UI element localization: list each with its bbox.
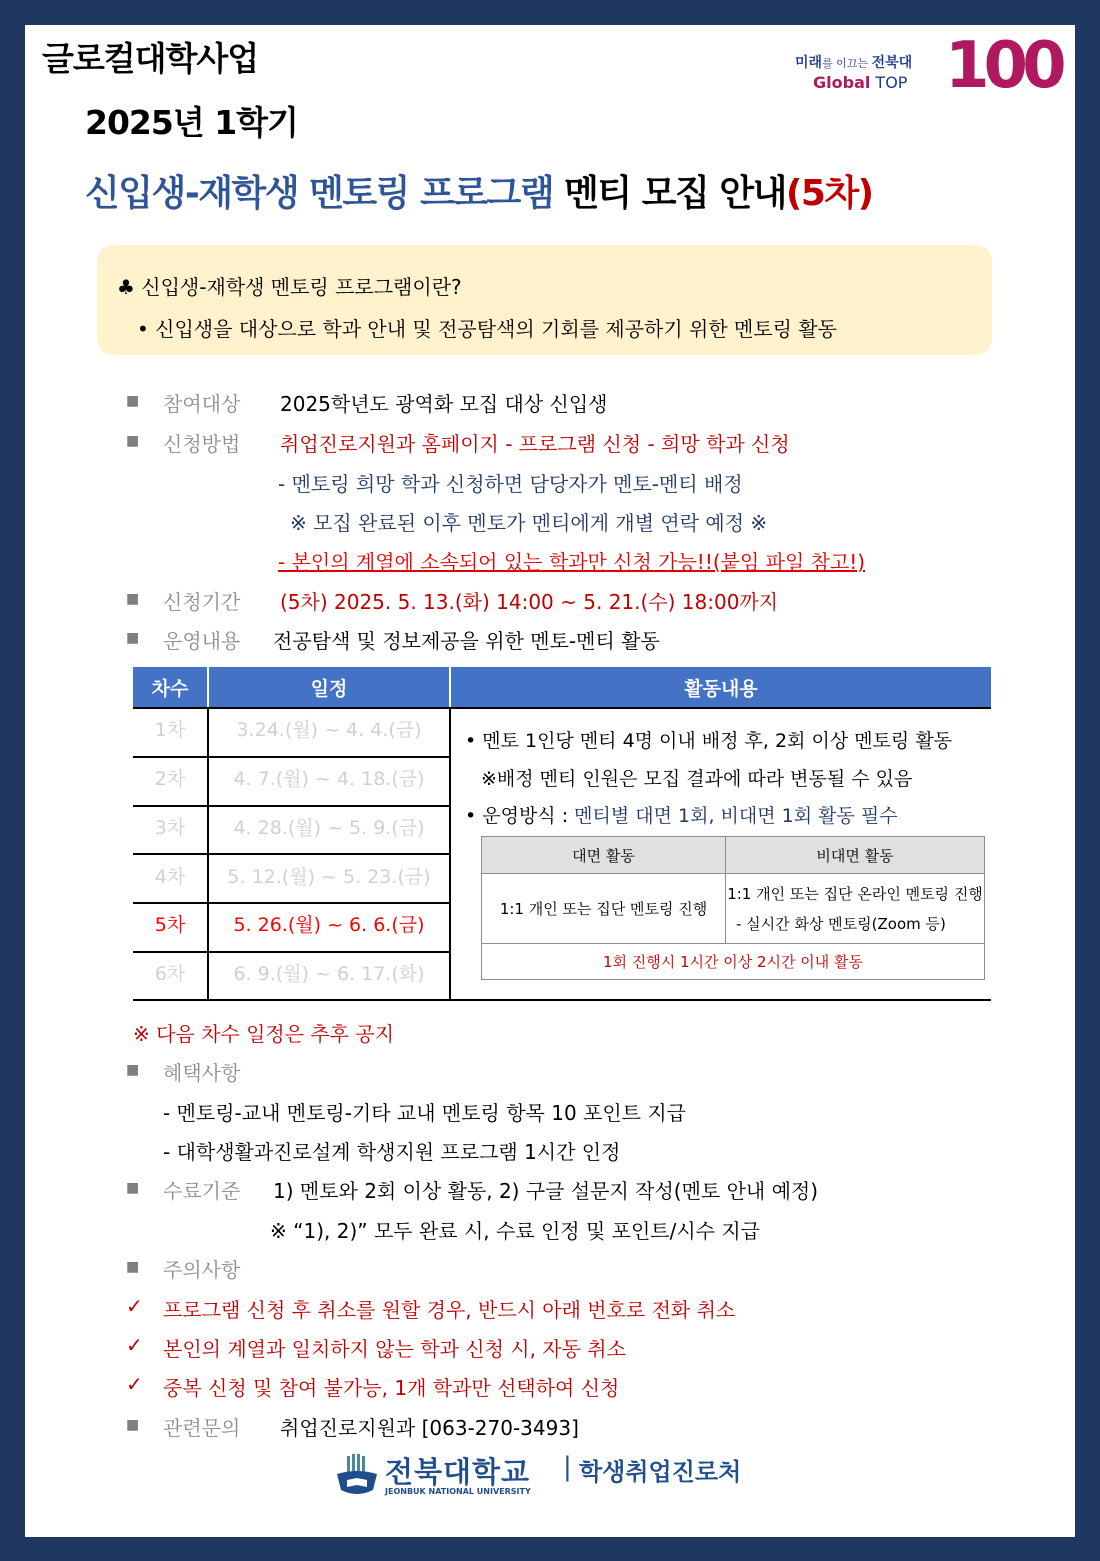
activity-mode-table: [481, 836, 985, 980]
table-divider: [133, 999, 991, 1001]
check-icon: ✓: [126, 1372, 143, 1396]
department-name: 학생취업진로처: [579, 1458, 742, 1486]
duration-note: 1회 진행시 1시간 이상 2시간 이내 활동: [482, 944, 985, 980]
table-divider: [133, 902, 450, 904]
period-value: (5차) 2025. 5. 13.(화) 14:00 ~ 5. 21.(수) 18:00까지: [280, 590, 779, 614]
table-row-dates: 4. 7.(월) ~ 4. 18.(금): [233, 768, 425, 790]
logo-100-mark: 100: [945, 29, 1061, 103]
operation-value: 전공탐색 및 정보제공을 위한 멘토-멘티 활동: [273, 629, 660, 653]
col-header-round: 차수: [133, 667, 207, 707]
table-row-round: 1차: [154, 719, 186, 741]
intro-question: ♣ 신입생-재학생 멘토링 프로그램이란?: [117, 275, 462, 299]
bullet-square-icon: ■: [126, 1180, 140, 1196]
benefit-item: - 멘토링-교내 멘토링-기타 교내 멘토링 항목 10 포인트 지급: [163, 1101, 686, 1125]
target-label: 참여대상: [163, 392, 241, 416]
bullet-square-icon: ■: [126, 1417, 140, 1433]
table-row-dates: 6. 9.(월) ~ 6. 17.(화): [233, 963, 425, 985]
semester-title: 2025년 1학기: [85, 103, 298, 142]
col-header-online: 비대면 활동: [726, 837, 985, 874]
program-intro-box: [97, 245, 992, 355]
caution-item: 중복 신청 및 참여 불가능, 1개 학과만 선택하여 신청: [163, 1376, 620, 1400]
activity-line-2: ※배정 멘티 인원은 모집 결과에 따라 변동될 수 있음: [481, 768, 913, 790]
intro-answer: • 신입생을 대상으로 학과 안내 및 전공탐색의 기회를 제공하기 위한 멘토링 활동: [137, 317, 837, 341]
notice-page: [25, 25, 1075, 1537]
completion-label: 수료기준: [163, 1179, 241, 1203]
method-line-2: - 멘토링 희망 학과 신청하면 담당자가 멘토-멘티 배정: [278, 472, 743, 496]
caution-item: 프로그램 신청 후 취소를 원할 경우, 반드시 아래 번호로 전화 취소: [163, 1298, 736, 1322]
university-name-en: JEONBUK NATIONAL UNIVERSITY: [385, 1487, 531, 1496]
online-desc: 1:1 개인 또는 집단 온라인 멘토링 진행 - 실시간 화상 멘토링(Zoom 등): [726, 874, 985, 944]
university-emblem-icon: [335, 1454, 379, 1502]
logo-slogan: 미래를 이끄는 전북대: [795, 55, 913, 71]
page-title: 신입생-재학생 멘토링 프로그램 멘티 모집 안내(5차): [85, 173, 873, 214]
bullet-square-icon: ■: [126, 591, 140, 607]
table-row-round: 6차: [154, 963, 186, 985]
table-divider: [133, 853, 450, 855]
benefits-label: 혜택사항: [163, 1061, 241, 1085]
bullet-square-icon: ■: [126, 1062, 140, 1078]
university-name: 전북대학교: [385, 1455, 531, 1489]
table-row-round: 3차: [154, 817, 186, 839]
col-header-activity: 활동내용: [451, 667, 991, 707]
table-row-round: 4차: [154, 866, 186, 888]
check-icon: ✓: [126, 1333, 143, 1357]
method-line-3: ※ 모집 완료된 이후 멘토가 멘티에게 개별 연락 예정 ※: [290, 511, 768, 535]
method-label: 신청방법: [163, 432, 241, 456]
caution-item: 본인의 계열과 일치하지 않는 학과 신청 시, 자동 취소: [163, 1337, 626, 1361]
bullet-square-icon: ■: [126, 433, 140, 449]
completion-line-1: 1) 멘토와 2회 이상 활동, 2) 구글 설문지 작성(멘토 안내 예정): [273, 1179, 819, 1203]
method-line-1: 취업진로지원과 홈페이지 - 프로그램 신청 - 희망 학과 신청: [280, 432, 790, 456]
target-value: 2025학년도 광역화 모집 대상 신입생: [280, 392, 608, 416]
table-row-round-current: 5차: [154, 914, 186, 936]
benefit-item: - 대학생활과진로설계 학생지원 프로그램 1시간 인정: [163, 1140, 621, 1164]
contact-label: 관련문의: [163, 1416, 241, 1440]
program-org-title: 글로컬대학사업: [42, 39, 259, 78]
col-header-schedule: 일정: [209, 667, 449, 707]
table-divider: [133, 756, 450, 758]
table-row-dates: 3.24.(월) ~ 4. 4.(금): [236, 719, 422, 741]
cautions-label: 주의사항: [163, 1258, 241, 1282]
table-row-dates: 4. 28.(월) ~ 5. 9.(금): [233, 817, 425, 839]
completion-line-2: ※ “1), 2)” 모두 완료 시, 수료 인정 및 포인트/시수 지급: [270, 1219, 761, 1243]
table-row-round: 2차: [154, 768, 186, 790]
footer-separator: |: [563, 1452, 572, 1482]
logo-global-top: Global TOP: [813, 73, 908, 92]
offline-desc: 1:1 개인 또는 집단 멘토링 진행: [482, 874, 726, 944]
table-row-dates: 5. 12.(월) ~ 5. 23.(금): [227, 866, 431, 888]
table-divider: [133, 951, 450, 953]
table-divider: [133, 707, 991, 709]
period-label: 신청기간: [163, 590, 241, 614]
bullet-square-icon: ■: [126, 630, 140, 646]
global-top100-logo: [795, 29, 1061, 107]
operation-label: 운영내용: [163, 629, 241, 653]
bullet-square-icon: ■: [126, 1259, 140, 1275]
col-header-offline: 대면 활동: [482, 837, 726, 874]
activity-line-1: • 멘토 1인당 멘티 4명 이내 배정 후, 2회 이상 멘토링 활동: [465, 730, 953, 752]
activity-line-3: • 운영방식 : 멘티별 대면 1회, 비대면 1회 활동 필수: [465, 805, 898, 827]
method-line-4: - 본인의 계열에 소속되어 있는 학과만 신청 가능!!(붙임 파일 참고!): [278, 550, 866, 574]
contact-value: 취업진로지원과 [063-270-3493]: [280, 1416, 579, 1440]
next-round-notice: ※ 다음 차수 일정은 추후 공지: [133, 1022, 395, 1046]
check-icon: ✓: [126, 1294, 143, 1318]
table-row-dates-current: 5. 26.(월) ~ 6. 6.(금): [233, 914, 425, 936]
schedule-table: [133, 667, 991, 1000]
bullet-square-icon: ■: [126, 393, 140, 409]
table-divider: [133, 805, 450, 807]
